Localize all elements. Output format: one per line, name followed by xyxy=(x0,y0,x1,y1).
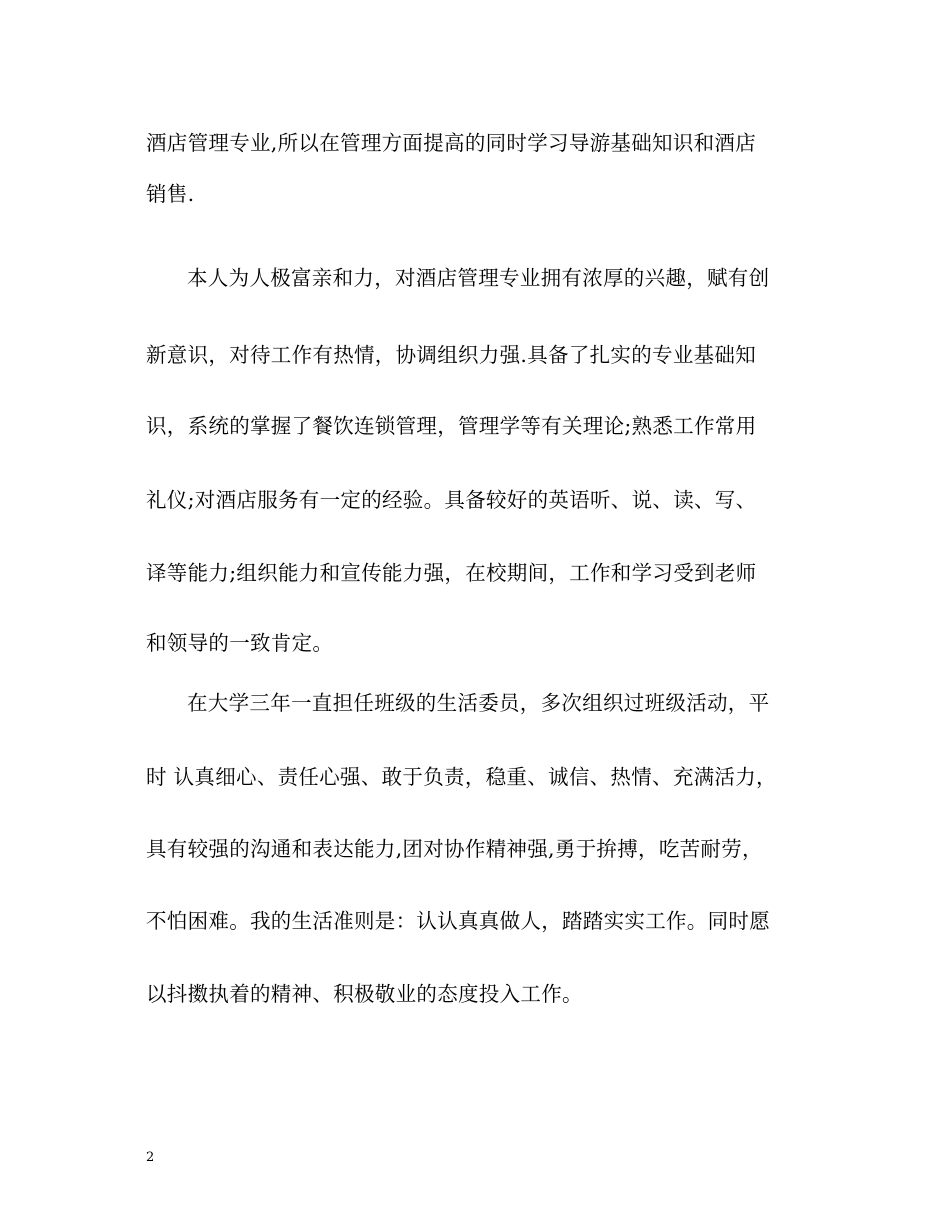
text-line: 译等能力;组织能力和宣传能力强，在校期间，工作和学习受到老师 xyxy=(146,561,757,585)
paragraph-first-line: 在大学三年一直担任班级的生活委员，多次组织过班级活动，平 xyxy=(187,691,770,715)
text-line: 酒店管理专业,所以在管理方面提高的同时学习导游基础知识和酒店 xyxy=(146,131,757,155)
text-line: 礼仪;对酒店服务有一定的经验。具备较好的英语听、说、读、写、 xyxy=(146,488,757,512)
text-line: 和领导的一致肯定。 xyxy=(146,631,334,655)
text-line: 识，系统的掌握了餐饮连锁管理，管理学等有关理论;熟悉工作常用 xyxy=(146,414,757,438)
text-line: 不怕困难。我的生活准则是：认认真真做人，踏踏实实工作。同时愿 xyxy=(146,909,770,933)
page-number: 2 xyxy=(146,1150,155,1165)
text-line: 销售. xyxy=(146,182,195,206)
text-line: 新意识，对待工作有热情，协调组织力强.具备了扎实的专业基础知 xyxy=(146,343,757,367)
text-line: 以抖擞执着的精神、积极敬业的态度投入工作。 xyxy=(146,982,583,1006)
text-line: 具有较强的沟通和表达能力,团对协作精神强,勇于拚搏，吃苦耐劳， xyxy=(146,837,763,861)
paragraph-first-line: 本人为人极富亲和力，对酒店管理专业拥有浓厚的兴趣，赋有创 xyxy=(187,266,770,290)
text-line: 时 认真细心、责任心强、敢于负责，稳重、诚信、热情、充满活力， xyxy=(146,765,777,789)
